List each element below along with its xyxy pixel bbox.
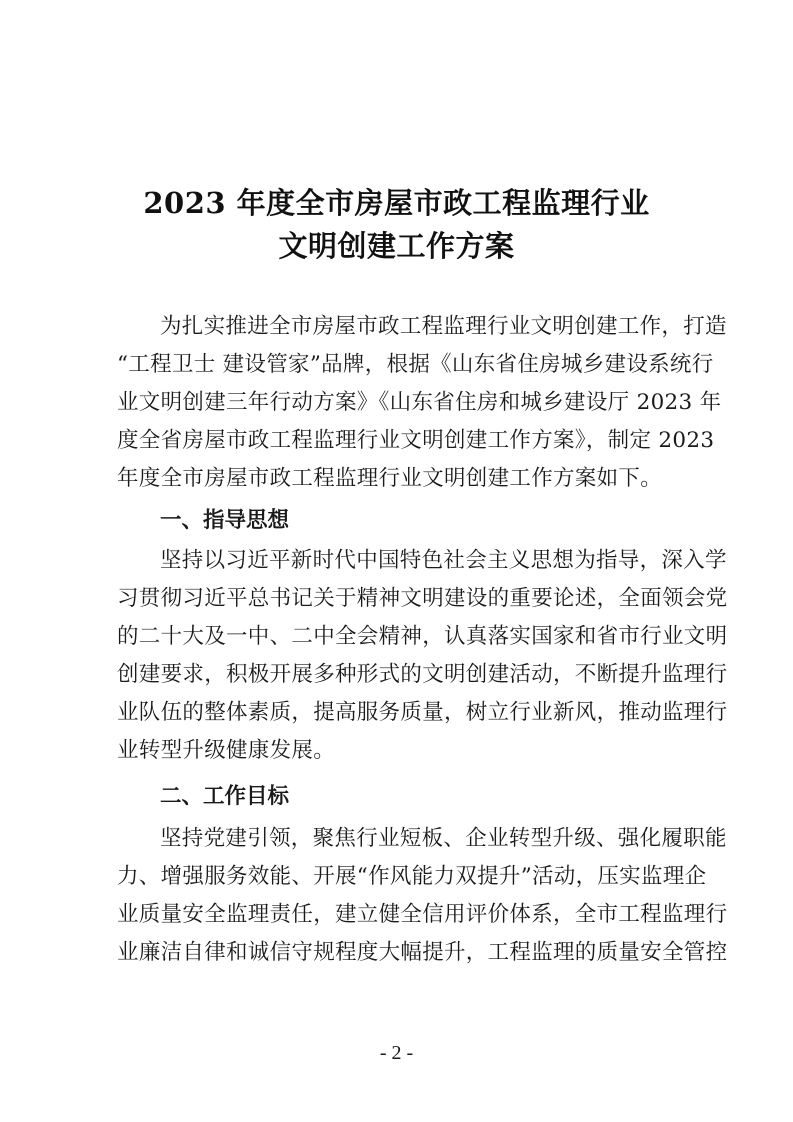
intro-line: 业文明创建三年行动方案》《山东省住房和城乡建设厅 2023 年 xyxy=(117,390,722,415)
section-heading-work-goals: 二、工作目标 xyxy=(160,784,290,809)
section2-line: 坚持党建引领，聚焦行业短板、企业转型升级、强化履职能 xyxy=(160,826,727,851)
section1-line: 业转型升级健康发展。 xyxy=(117,738,336,763)
section1-line: 坚持以习近平新时代中国特色社会主义思想为指导，深入学 xyxy=(160,548,727,573)
section1-line: 创建要求，积极开展多种形式的文明创建活动，不断提升监理行 xyxy=(117,662,728,687)
section2-line: 力、增强服务效能、开展“作风能力双提升”活动，压实监理企 xyxy=(117,864,707,889)
section-heading-guiding-ideology: 一、指导思想 xyxy=(160,508,290,533)
intro-line: “工程卫士 建设管家”品牌，根据《山东省住房城乡建设系统行 xyxy=(117,352,714,377)
section1-line: 习贯彻习近平总书记关于精神文明建设的重要论述，全面领会党 xyxy=(117,586,728,611)
section1-line: 的二十大及一中、二中全会精神，认真落实国家和省市行业文明 xyxy=(117,624,728,649)
intro-line: 为扎实推进全市房屋市政工程监理行业文明创建工作，打造 xyxy=(160,314,727,339)
section1-line: 业队伍的整体素质，提高服务质量，树立行业新风，推动监理行 xyxy=(117,700,728,725)
intro-line: 度全省房屋市政工程监理行业文明创建工作方案》，制定 2023 xyxy=(117,428,715,453)
intro-line: 年度全市房屋市政工程监理行业文明创建工作方案如下。 xyxy=(117,466,663,491)
page-number: - 2 - xyxy=(379,1042,414,1064)
document-title-line-1: 2023 年度全市房屋市政工程监理行业 xyxy=(143,186,650,220)
section2-line: 业质量安全监理责任，建立健全信用评价体系，全市工程监理行 xyxy=(117,902,728,927)
section2-line: 业廉洁自律和诚信守规程度大幅提升，工程监理的质量安全管控 xyxy=(117,940,728,965)
document-title-line-2: 文明创建工作方案 xyxy=(278,229,515,263)
